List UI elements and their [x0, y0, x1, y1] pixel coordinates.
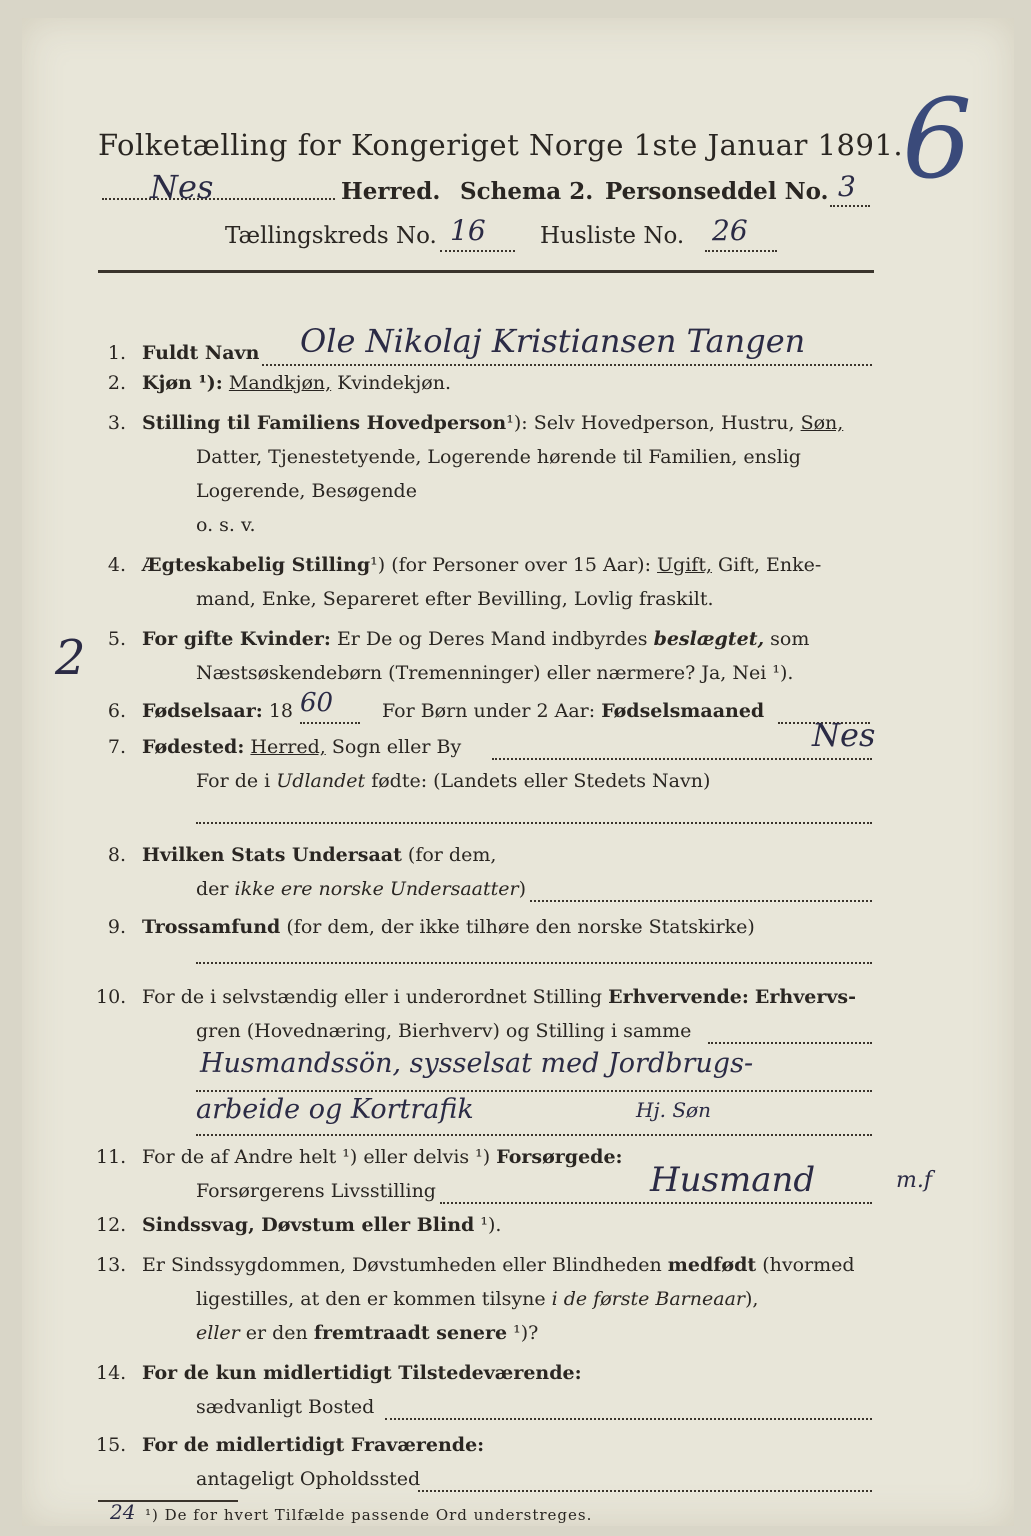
- q7-abroad-field: [196, 820, 872, 824]
- husliste-no-value: 26: [712, 214, 748, 247]
- q10-text1: For de i selvstændig eller i underordnet Stilling: [142, 986, 603, 1008]
- q4-text2: Gift, Enke-: [718, 554, 822, 576]
- q10-text2: Erhvervs-: [754, 986, 856, 1008]
- q11-label: Forsørgede:: [496, 1146, 623, 1168]
- q3-option-son: Søn,: [800, 412, 844, 434]
- q13-line2b: i de første Barneaar: [551, 1288, 745, 1310]
- margin-number: 2: [55, 630, 86, 686]
- q8-line1: [142, 844, 496, 866]
- husliste-label: Husliste No.: [540, 223, 685, 249]
- q4-line2: mand, Enke, Separeret efter Bevilling, Lovlig fraskilt.: [196, 588, 714, 610]
- q10-line2: gren (Hovednæring, Bierhverv) og Stilling i samme: [196, 1020, 692, 1042]
- q4-text1: ¹) (for Personer over 15 Aar):: [370, 554, 651, 576]
- q3-line1: [142, 412, 843, 434]
- q5-italic: beslægtet,: [653, 628, 765, 650]
- herred-label: Herred.: [341, 178, 441, 205]
- q15-number: 15.: [96, 1434, 127, 1456]
- q6-text2: For Børn under 2 Aar:: [382, 700, 596, 722]
- q13-number: 13.: [96, 1254, 127, 1276]
- q12-line1: [142, 1214, 501, 1236]
- provider-value: Husmand: [650, 1160, 816, 1200]
- q7-line1: [142, 736, 461, 758]
- corner-number: 6: [902, 75, 972, 203]
- q12-number: 12.: [96, 1214, 127, 1236]
- q6-line1: [142, 700, 293, 722]
- q14-label: For de kun midlertidigt Tilstedeværende:: [142, 1362, 582, 1384]
- q1-number: 1.: [107, 342, 126, 364]
- q13-line3a: eller: [196, 1322, 240, 1344]
- q10-field-3: [196, 1132, 872, 1136]
- q13-line3d: ¹)?: [513, 1322, 539, 1344]
- q2-text: [142, 372, 451, 394]
- q6-text3: Fødselsmaaned: [601, 700, 765, 722]
- q6-label: Fødselsaar:: [142, 700, 263, 722]
- q11-number: 11.: [96, 1146, 127, 1168]
- q8-label: Hvilken Stats Undersaat: [142, 844, 402, 866]
- q13-line2: [196, 1288, 758, 1310]
- q5-line2: Næstsøskendebørn (Tremenninger) eller nærmere? Ja, Nei ¹).: [196, 662, 794, 684]
- q15-line2: antageligt Opholdssted: [196, 1468, 421, 1490]
- q13-line1: [142, 1254, 855, 1276]
- q10-line1: [142, 986, 856, 1008]
- occupation-note: Hj. Søn: [636, 1098, 711, 1122]
- herred-field: [102, 196, 335, 200]
- q11-line2: Forsørgerens Livsstilling: [196, 1180, 436, 1202]
- q2-label: Kjøn ¹):: [142, 372, 223, 394]
- q12-label: Sindssvag, Døvstum eller Blind: [142, 1214, 475, 1236]
- q10-label: Erhvervende:: [608, 986, 749, 1008]
- q13-text2: (hvormed: [762, 1254, 855, 1276]
- q13-bold1: medfødt: [667, 1254, 757, 1276]
- birth-year-value: 60: [300, 688, 334, 718]
- q4-option-ugift: Ugift,: [657, 554, 712, 576]
- q8-text1: (for dem,: [407, 844, 497, 866]
- q3-line2: Datter, Tjenestetyende, Logerende hørende til Familien, enslig: [196, 446, 801, 468]
- occupation-line1: Husmandssön, sysselsat med Jordbrugs-: [200, 1048, 754, 1079]
- q7-line2c: fødte: (Landets eller Stedets Navn): [371, 770, 711, 792]
- q3-number: 3.: [107, 412, 126, 434]
- q12-text1: ¹).: [480, 1214, 502, 1236]
- q9-line1: [142, 916, 755, 938]
- schema-label: Schema 2.: [460, 178, 594, 205]
- q6-year-prefix: 18: [268, 700, 293, 722]
- husliste-field: [705, 248, 777, 252]
- q7-field: [492, 756, 872, 760]
- q3-line3: Logerende, Besøgende: [196, 480, 417, 502]
- q13-text1: Er Sindssygdommen, Døvstumheden eller Blindheden: [142, 1254, 662, 1276]
- q14-line2: sædvanligt Bosted: [196, 1396, 375, 1418]
- q4-number: 4.: [107, 554, 126, 576]
- taellingskreds-label: Tællingskreds No.: [225, 223, 437, 249]
- bottom-note: 24: [110, 1500, 136, 1524]
- q13-line3b: er den: [245, 1322, 308, 1344]
- q8-line2c: ): [518, 878, 527, 900]
- personseddel-label: Personseddel No.: [605, 178, 829, 205]
- form-title: Folketælling for Kongeriget Norge 1ste Januar 1891.: [98, 128, 904, 162]
- q5-label: For gifte Kvinder:: [142, 628, 331, 650]
- q2-number: 2.: [107, 372, 126, 394]
- q8-line2a: der: [196, 878, 229, 900]
- q11-line1: [142, 1146, 623, 1168]
- q9-number: 9.: [107, 916, 126, 938]
- q15-label: For de midlertidigt Fraværende:: [142, 1434, 485, 1456]
- q3-text1: ¹): Selv Hovedperson, Hustru,: [506, 412, 795, 434]
- taellingskreds-field: [440, 248, 515, 252]
- q6-line1b: [382, 700, 764, 722]
- q4-label: Ægteskabelig Stilling: [142, 554, 371, 576]
- q5-text1: Er De og Deres Mand indbyrdes: [336, 628, 648, 650]
- q1-field: [262, 362, 872, 366]
- q13-line2c: ),: [745, 1288, 759, 1310]
- q2-option-male: Mandkjøn,: [228, 372, 332, 394]
- footnote: ¹) De for hvert Tilfælde passende Ord understreges.: [145, 1506, 593, 1524]
- q7-option-herred: Herred,: [250, 736, 326, 758]
- personseddel-field: [830, 203, 870, 207]
- q7-number: 7.: [107, 736, 126, 758]
- q9-text1: (for dem, der ikke tilhøre den norske Statskirke): [286, 916, 755, 938]
- q7-line2a: For de i: [196, 770, 271, 792]
- q7-label: Fødested:: [142, 736, 245, 758]
- q10-number: 10.: [96, 986, 127, 1008]
- q3-line4: o. s. v.: [196, 514, 256, 536]
- q4-line1: [142, 554, 821, 576]
- taellingskreds-no-value: 16: [450, 214, 486, 247]
- q14-number: 14.: [96, 1362, 127, 1384]
- q9-field: [196, 960, 872, 964]
- personseddel-no-value: 3: [838, 170, 856, 203]
- q2-option-female: Kvindekjøn.: [337, 372, 452, 394]
- q7-line2b: Udlandet: [276, 770, 366, 792]
- q3-label: Stilling til Familiens Hovedperson: [142, 412, 507, 434]
- herred-value: Nes: [150, 168, 214, 206]
- birthplace-value: Nes: [812, 716, 876, 754]
- q10-field-2: [196, 1088, 872, 1092]
- q5-text2: som: [770, 628, 810, 650]
- q7-text1: Sogn eller By: [331, 736, 462, 758]
- name-value: Ole Nikolaj Kristiansen Tangen: [300, 322, 806, 360]
- q1-label: Fuldt Navn: [142, 342, 260, 364]
- q8-line2b: ikke ere norske Undersaatter: [234, 878, 519, 900]
- q5-line1: [142, 628, 809, 650]
- occupation-line2: arbeide og Kortrafik: [196, 1094, 474, 1125]
- q8-number: 8.: [107, 844, 126, 866]
- q8-field: [530, 898, 872, 902]
- q13-line3: [196, 1322, 538, 1344]
- header-divider: [98, 270, 874, 273]
- q7-line2: [196, 770, 710, 792]
- provider-note: m.f: [896, 1168, 932, 1193]
- q9-label: Trossamfund: [142, 916, 281, 938]
- q6-year-field: [300, 720, 360, 724]
- q6-number: 6.: [107, 700, 126, 722]
- q11-text1: For de af Andre helt ¹) eller delvis ¹): [142, 1146, 491, 1168]
- q10-field-1: [708, 1040, 872, 1044]
- q11-field: [440, 1200, 872, 1204]
- q13-line2a: ligestilles, at den er kommen tilsyne: [196, 1288, 546, 1310]
- q15-field: [418, 1488, 872, 1492]
- q5-number: 5.: [107, 628, 126, 650]
- q8-line2: [196, 878, 526, 900]
- q14-field: [385, 1416, 872, 1420]
- q13-line3c: fremtraadt senere: [313, 1322, 508, 1344]
